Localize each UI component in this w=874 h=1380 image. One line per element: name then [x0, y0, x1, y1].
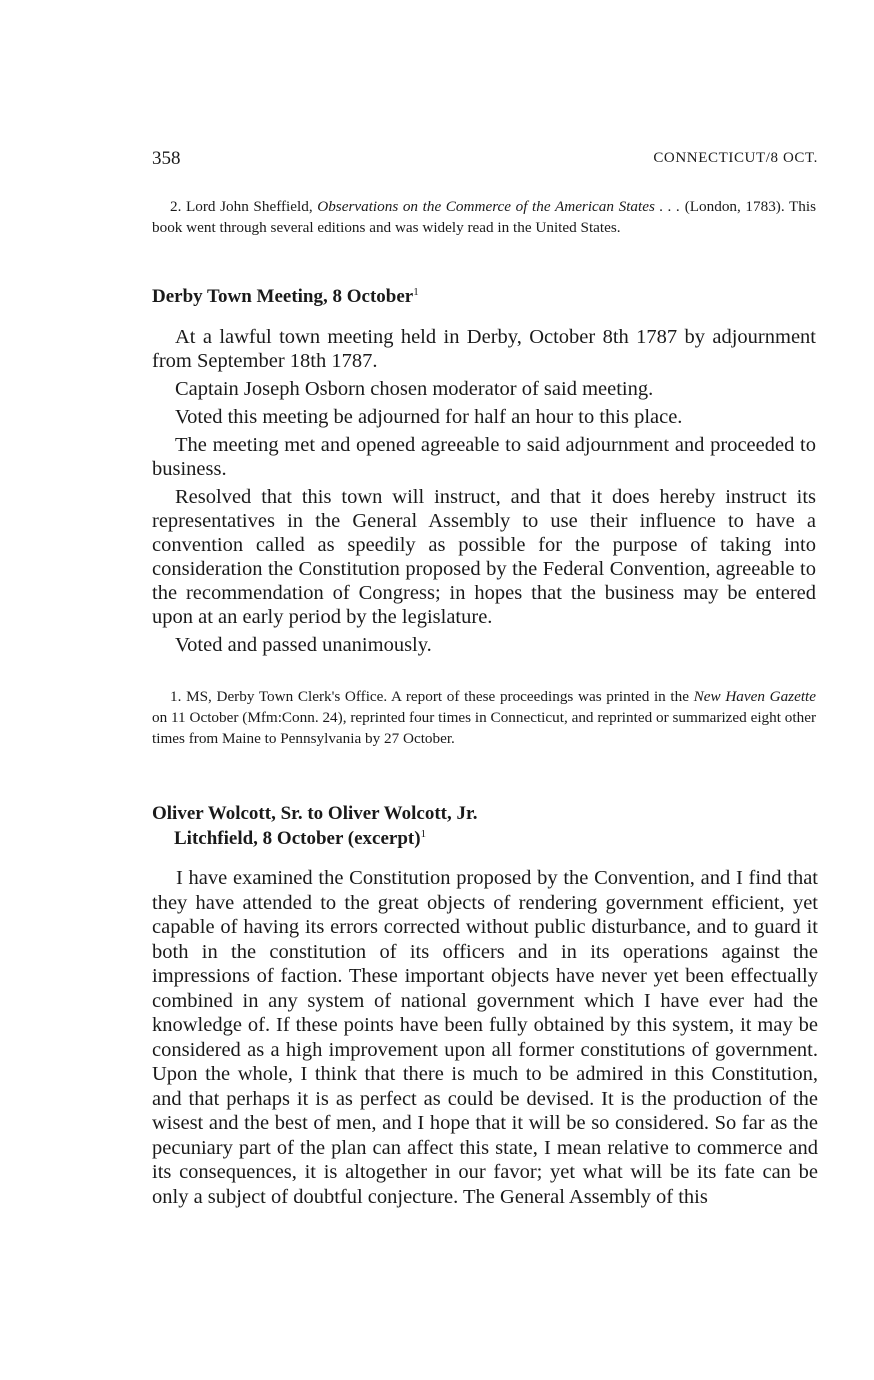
footnote-ref: 1	[413, 286, 419, 298]
paragraph: Voted this meeting be adjourned for half an hour to this place.	[175, 406, 683, 428]
paragraph: Voted and passed unanimously.	[175, 634, 432, 656]
paragraph: I have examined the Constitution proposed by the Convention, and I find that they have attended to the great objects of rendering government efficient, yet capable of having its errors corrected without public disturbance, and to guard it both in the constitution of its officers and in its operations against the impressions of faction. These important objects have never yet been effectually combined in any system of national government which I have ever had the knowledge of. If these points have been fully obtained by this system, it may be considered as a high improvement upon all former constitutions of government. Upon the whole, I think that there is much to be admired in this Constitution, and that perhaps it is as perfect as could be devised. It is the production of the wisest and the best of men, and I hope that it will be so considered. So far as the pecuniary part of the plan can affect this state, I mean relative to commerce and its consequences, it is altogether in our favor; yet what will be its fate can be only a subject of doubtful conjecture. The General Assembly of this	[152, 867, 818, 1208]
footnote-text: on 11 October (Mfm:Conn. 24), reprinted four times in Connecticut, and reprinted or summarized eight other times from Maine to Pennsylvania by 27 October.	[152, 709, 816, 747]
wolcott-letter	[152, 866, 818, 1213]
running-head	[152, 148, 818, 172]
document-heading-wolcott	[152, 801, 477, 851]
footnote-newspaper: New Haven Gazette	[693, 688, 817, 705]
document-heading-derby	[152, 286, 419, 308]
footnote-text: (London, 1783). This book went through several editions and was widely read in the United States.	[152, 198, 816, 236]
footnote-book-title: Observations on the Commerce of the American States . . .	[317, 198, 681, 215]
footnote-number: 1.	[170, 688, 182, 705]
footnote-ref: 1	[420, 828, 427, 840]
heading-line-2	[152, 826, 477, 851]
paragraph: At a lawful town meeting held in Derby, October 8th 1787 by adjournment from September 18th 1787.	[152, 326, 816, 372]
running-title: CONNECTICUT/8 OCT.	[653, 150, 818, 166]
footnote-author: Lord John Sheffield,	[186, 198, 313, 215]
paragraph: Resolved that this town will instruct, and that it does hereby instruct its representatives in the General Assembly to use their influence to have a convention called as speedily as possible for the purpose of taking into consideration the Constitution proposed by the Federal Convention, agreeable to the recommendation of Congress; in hopes that the business may be entered upon at an early period by the legislature.	[152, 486, 816, 628]
footnote-number: 2.	[170, 198, 182, 215]
heading-text: Derby Town Meeting, 8 October	[152, 286, 414, 307]
heading-place-date: Litchfield, 8 October (excerpt)	[174, 828, 421, 849]
carryover-footnote	[152, 196, 816, 238]
paragraph: The meeting met and opened agreeable to said adjournment and proceeded to business.	[152, 434, 816, 480]
page-number: 358	[152, 148, 181, 169]
heading-line-1: Oliver Wolcott, Sr. to Oliver Wolcott, Jr.	[152, 803, 478, 824]
derby-minutes	[152, 325, 816, 661]
derby-footnote	[152, 686, 816, 749]
paragraph: Captain Joseph Osborn chosen moderator of said meeting.	[175, 378, 654, 400]
footnote-text: MS, Derby Town Clerk's Office. A report of these proceedings was printed in the	[186, 688, 689, 705]
